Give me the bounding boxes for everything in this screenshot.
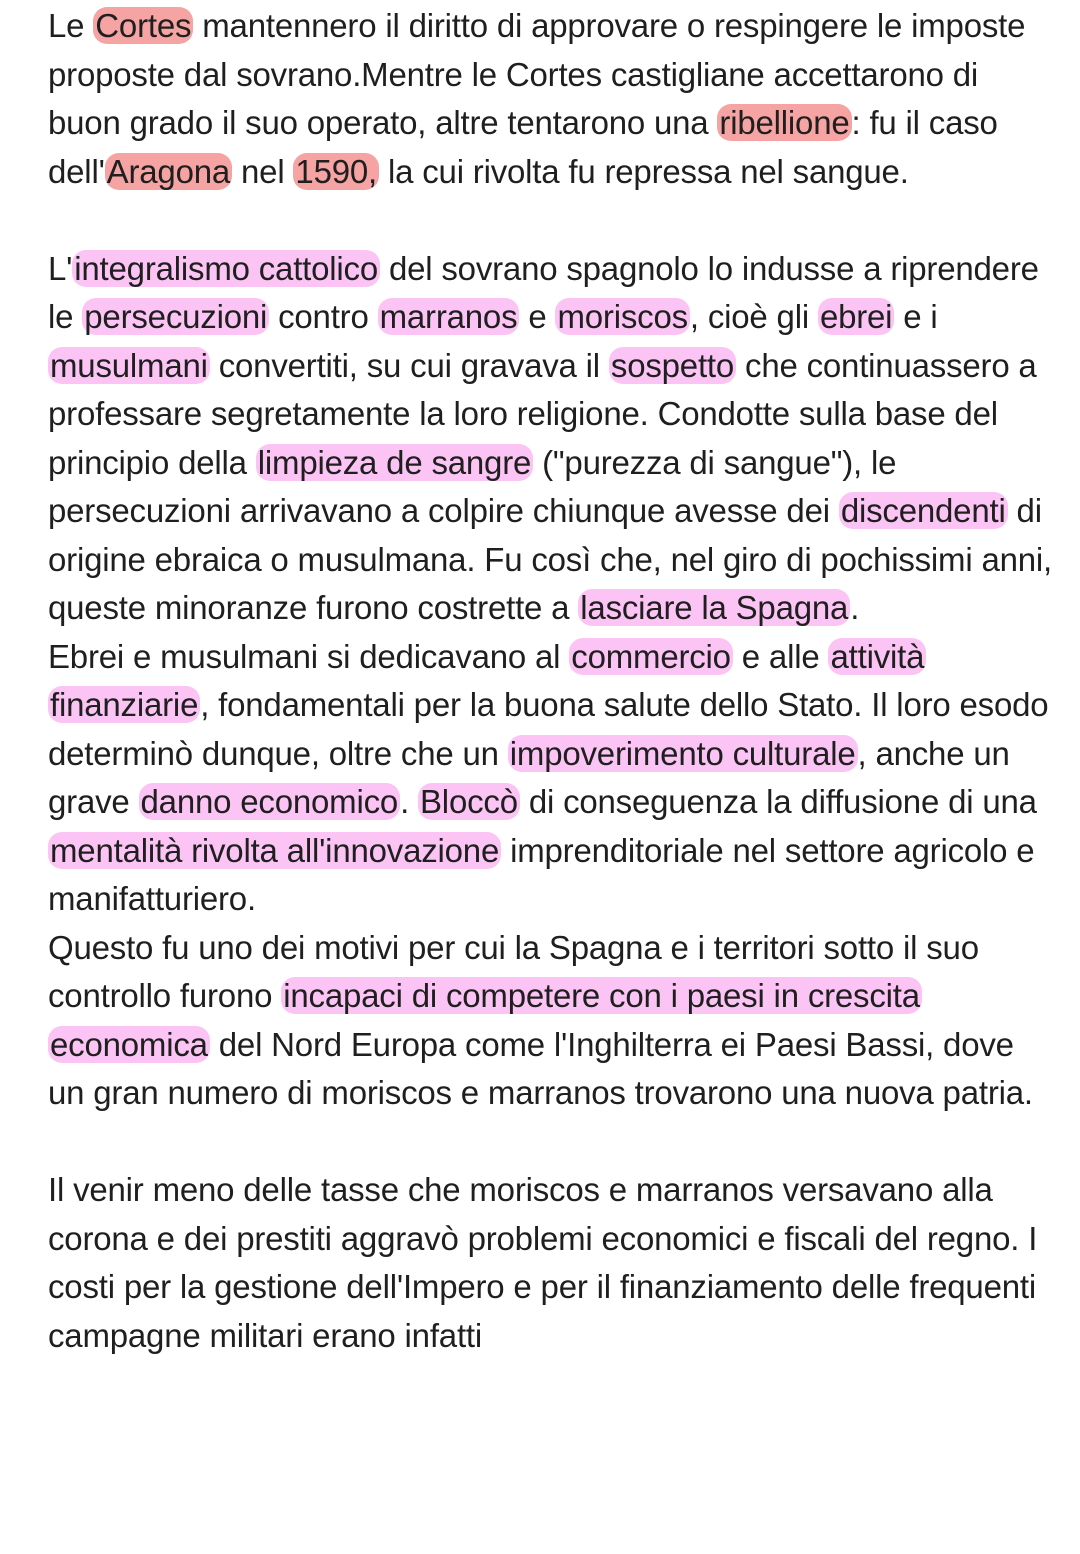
text-run: Il venir meno delle tasse che moriscos e marranos versavano alla corona e dei prestiti aggravò problemi economici e fiscali del regno. I costi per la gestione dell'Impero e per il finanziamento delle frequenti campagne militari erano infatti <box>48 1171 1038 1354</box>
text-run: e alle <box>732 637 829 675</box>
highlighted-text: ebrei <box>819 298 893 335</box>
text-run: contro <box>269 298 378 335</box>
highlighted-text: commercio <box>571 637 731 675</box>
text-run: , anche un grave <box>48 734 1010 820</box>
text-run: che continuassero a professare segretamente la loro religione. Condotte sulla base del principio della <box>48 346 1037 481</box>
highlighted-text: musulmani <box>50 346 208 384</box>
paragraph-cortes <box>48 2 1058 196</box>
highlighted-text: danno economico <box>140 783 399 820</box>
paragraph-tasse <box>48 1166 1058 1360</box>
text-run: e i <box>894 298 938 335</box>
highlighted-text: integralismo cattolico <box>74 249 378 287</box>
paragraph-competizione <box>48 924 1058 1118</box>
highlighted-text: mentalità rivolta all'innovazione <box>50 831 500 869</box>
text-run: imprenditoriale nel settore agricolo e manifatturiero. <box>48 831 1035 917</box>
highlighted-text: discendenti <box>840 492 1006 529</box>
highlighted-text: moriscos <box>557 298 688 335</box>
highlighted-text: attività finanziarie <box>50 637 925 723</box>
highlighted-text: incapaci di competere con i paesi in crescita economica <box>50 977 920 1063</box>
text-run: Ebrei e musulmani si dedicavano al <box>48 637 570 675</box>
highlighted-text: Bloccò <box>420 783 518 820</box>
text-run: mantennero il diritto di approvare o respingere le imposte proposte dal sovrano.Mentre le Cortes castigliane accettarono di buon grado il suo operato, altre tentarono una <box>48 7 1026 141</box>
highlighted-text: limpieza de sangre <box>257 443 532 481</box>
paragraph-esodo <box>48 633 1058 924</box>
document-page <box>48 2 1058 1360</box>
text-run: di origine ebraica o musulmana. Fu così che, nel giro di pochissimi anni, queste minoranze furono costrette a <box>48 492 1053 626</box>
text-run: L' <box>48 249 73 287</box>
text-run: ("purezza di sangue"), le persecuzioni arrivavano a colpire chiunque avesse dei <box>48 443 897 529</box>
text-run: , fondamentali per la buona salute dello Stato. Il loro esodo determinò dunque, oltre che un <box>48 686 1049 772</box>
text-run: , cioè gli <box>689 298 818 335</box>
text-run: del Nord Europa come l'Inghilterra ei Paesi Bassi, dove un gran numero di moriscos e marranos trovarono una nuova patria. <box>48 1025 1033 1111</box>
text-run: . <box>850 589 860 626</box>
highlighted-text: lasciare la Spagna <box>580 589 849 626</box>
paragraph-integralismo <box>48 245 1058 633</box>
text-run: : fu il caso dell' <box>48 104 998 190</box>
text-run: del sovrano spagnolo lo indusse a riprendere le <box>48 249 1039 335</box>
text-run: di conseguenza la diffusione di una <box>519 783 1037 820</box>
highlighted-text: persecuzioni <box>84 298 268 335</box>
text-run: e <box>519 298 556 335</box>
text-run: . <box>400 783 418 820</box>
text-run: Questo fu uno dei motivi per cui la Spagna e i territori sotto il suo controllo furono <box>48 928 979 1014</box>
text-run: nel <box>232 152 294 190</box>
highlighted-text: 1590, <box>295 152 378 190</box>
highlighted-text: impoverimento culturale <box>509 734 856 772</box>
highlighted-text: ribellione <box>719 104 850 141</box>
highlighted-text: sospetto <box>610 346 735 384</box>
text-run: Le <box>48 7 94 44</box>
highlighted-text: Aragona <box>106 152 231 190</box>
highlighted-text: marranos <box>379 298 518 335</box>
highlighted-text: Cortes <box>95 7 192 44</box>
text-run: convertiti, su cui gravava il <box>209 346 609 384</box>
text-run: la cui rivolta fu repressa nel sangue. <box>379 152 909 190</box>
